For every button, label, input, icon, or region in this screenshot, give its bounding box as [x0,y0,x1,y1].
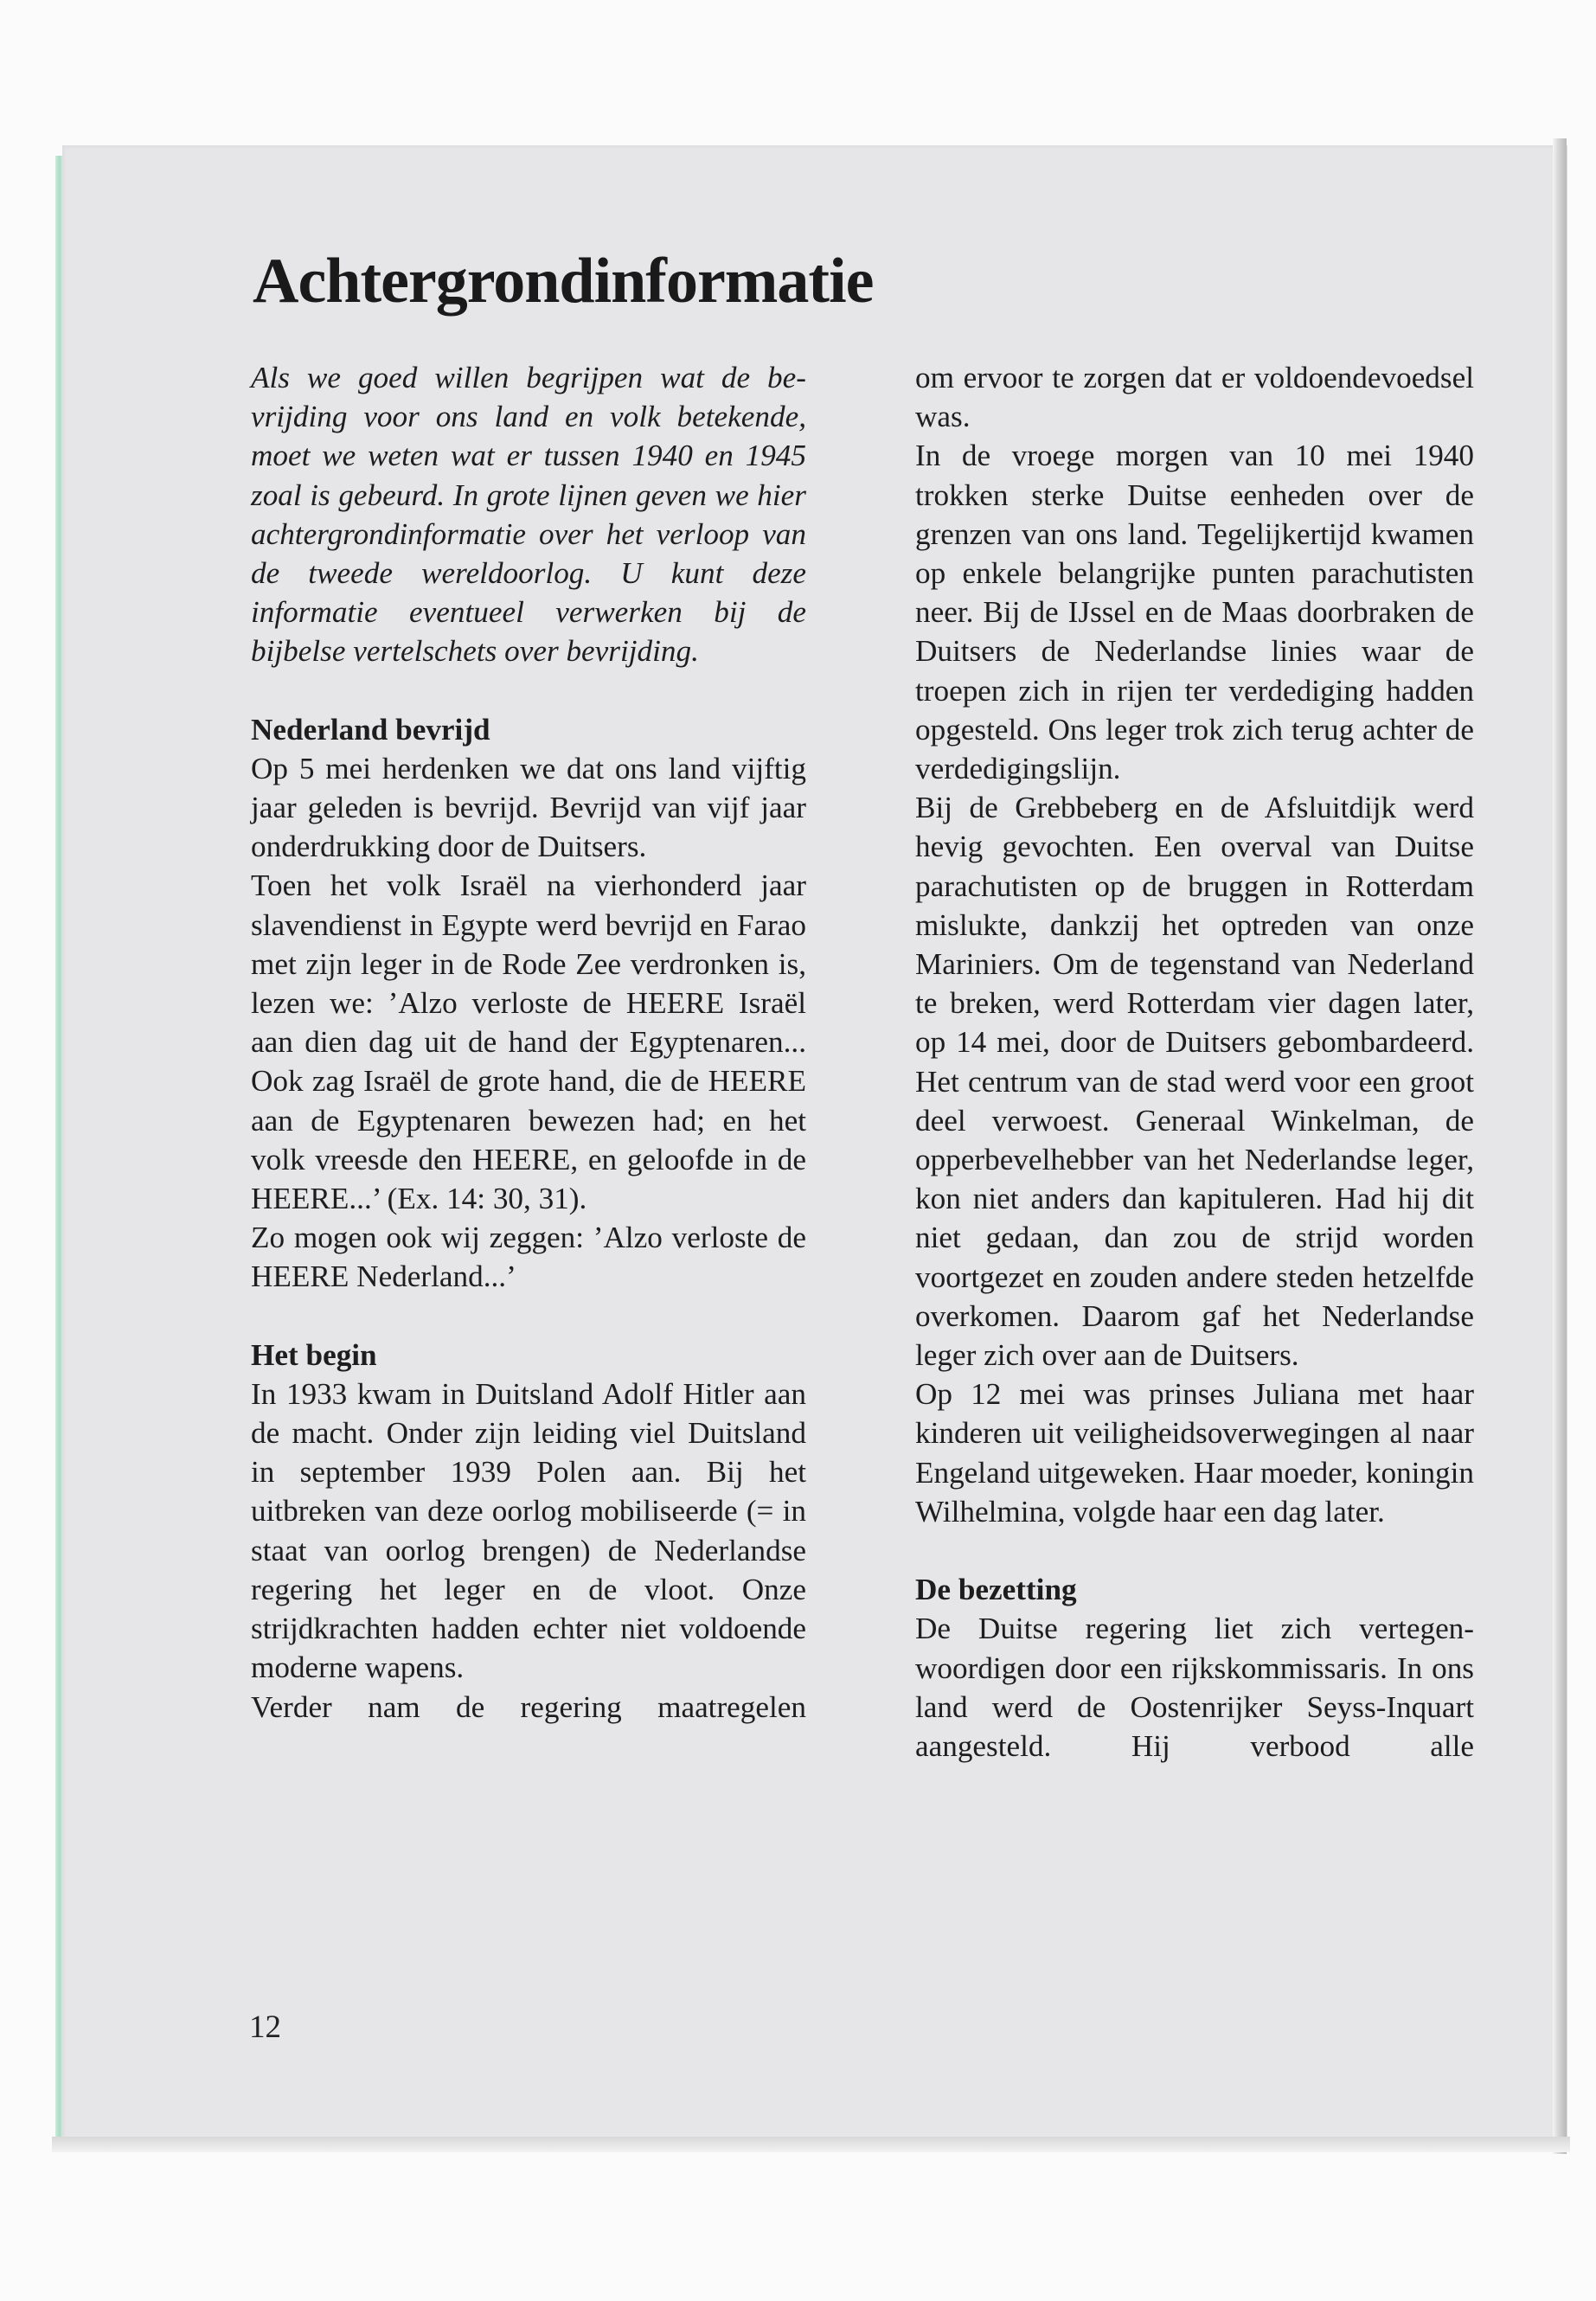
paragraph: om ervoor te zorgen dat er voldoendevoedsel was. [915,361,1474,434]
left-column [251,358,806,1727]
paragraph: De Duitse regering liet zich vertegenwoordigen door een rijkskommissaris. In ons land werd de Oostenrijker Seyss-Inquart aangesteld. Hij verbood alle [915,1612,1474,1763]
paragraph: Toen het volk Israël na vierhonderd jaar slavendienst in Egypte werd bevrijd en Farao met zijn leger in de Rode Zee verdronken is, lezen we: ’Alzo verloste de HEERE Israël aan dien dag uit de hand der Egyptenaren... Ook zag Israël de grote hand, die de HEERE aan de Egyptenaren bewezen had; en het volk vreesde den HEERE, en geloofde in de HEERE...’ (Ex. 14: 30, 31). [251,868,806,1216]
section-heading-het-begin: Het begin [251,1337,377,1372]
page-bottom-edge [52,2137,1570,2152]
paragraph: Zo mogen ook wij zeggen: ’Alzo verloste de HEERE Nederland...’ [251,1221,806,1294]
paragraph: Op 12 mei was prinses Juliana met haar kinderen uit veiligheidsoverwegingen al naar Engeland uitgeweken. Haar moeder, koningin Wilhelmina, volgde haar een dag later. [915,1377,1474,1529]
paragraph: Bij de Grebbeberg en de Afsluitdijk werd hevig gevochten. Een overval van Duitse parachutisten op de bruggen in Rotterdam mislukte, dankzij het optreden van onze Mariniers. Om de tegenstand van Nederland te breken, werd Rotterdam vier dagen later, op 14 mei, door de Duitsers gebombardeerd. Het centrum van de stad werd voor een groot deel verwoest. Generaal Winkelman, de opperbevelhebber van het Nederlandse leger, kon niet anders dan kapituleren. Had hij dit niet gedaan, dan zou de strijd worden voortgezet en zouden andere steden hetzelfde overkomen. Daarom gaf het Nederlandse leger zich over aan de Duitsers. [915,791,1474,1373]
page-right-edge [1553,138,1567,2154]
intro-paragraph: Als we goed willen begrijpen wat de bevrijding voor ons land en volk betekende, moet we weten wat er tussen 1940 en 1945 zoal is gebeurd. In grote lijnen geven we hier achtergrondinformatie over het verloop van de tweede wereldoorlog. U kunt deze informatie eventueel verwerken bij de bijbelse vertelschets over bevrijding. [251,361,806,669]
paragraph: In 1933 kwam in Duitsland Adolf Hitler aan de macht. Onder zijn leiding viel Duitsland in september 1939 Polen aan. Bij het uitbreken van deze oorlog mobiliseerde (= in staat van oorlog brengen) de Nederlandse regering het leger en de vloot. Onze strijdkrachten hadden echter niet voldoende moderne wapens. [251,1376,806,1685]
paragraph: In de vroege morgen van 10 mei 1940 trokken sterke Duitse eenheden over de grenzen van ons land. Tegelijkertijd kwamen op enkele belangrijke punten parachutisten neer. Bij de IJssel en de Maas doorbraken de Duitsers de Nederlandse linies waar de troepen zich in rijen ter verdediging hadden opgesteld. Ons leger trok zich terug achter de verdedigingslijn. [915,439,1474,786]
right-column [915,358,1474,1766]
section-heading-nederland-bevrijd: Nederland bevrijd [251,712,490,747]
page-number: 12 [249,2009,281,2045]
section-heading-de-bezetting: De bezetting [915,1573,1077,1607]
paragraph: Op 5 mei herdenken we dat ons land vijftig jaar geleden is bevrijd. Bevrijd van vijf jaar onderdrukking door de Duitsers. [251,751,806,864]
page-title: Achtergrondinformatie [253,246,874,317]
paragraph: Verder nam de regering maatregelen [251,1689,806,1724]
